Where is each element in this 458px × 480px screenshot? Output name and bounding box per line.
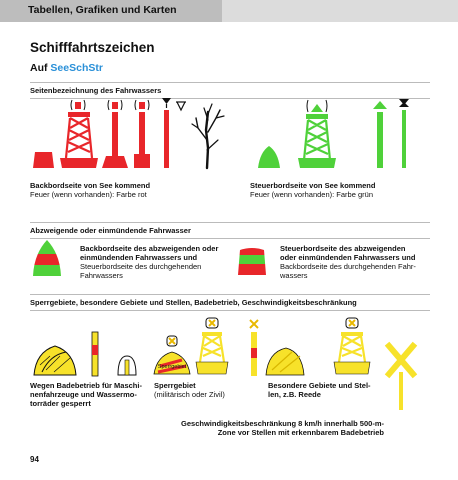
bathing-caption — [30, 381, 142, 408]
branch-right-line3: Backbordseite des durchgehenden Fahr- — [280, 262, 416, 271]
starboard-caption-title: Steuerbordseite von See kommend — [250, 181, 376, 190]
yellow-lattice-tower-1 — [196, 318, 228, 374]
branch-left-buoy — [30, 238, 64, 277]
section-restricted-heading: Sperrgebiete, besondere Gebiete und Stellen, Badebetrieb, Geschwindigkeitsbeschränkung — [30, 294, 430, 311]
section-title: Schifffahrtszeichen — [30, 40, 155, 55]
subtitle-prefix: Auf — [30, 62, 51, 74]
bathing-line3: torräder gesperrt — [30, 399, 91, 408]
bathing-ban-buoy — [34, 346, 76, 375]
branch-left-line3: Steuerbordseite des durchgehenden — [80, 262, 202, 271]
special-line2: len, z.B. Reede — [268, 390, 321, 399]
withy-broom — [192, 104, 224, 168]
page-number: 94 — [30, 455, 39, 464]
chapter-title: Tabellen, Grafiken und Karten — [28, 4, 177, 16]
green-spar-buoy — [373, 101, 387, 168]
branch-right-line2: oder einmündenden Fahrwassers und — [280, 253, 416, 262]
prohibited-caption — [154, 381, 225, 399]
speed-line1: Geschwindigkeitsbeschränkung 8 km/h innerhalb 500-m- — [181, 419, 384, 428]
branch-left-line1: Backbordseite des abzweigenden oder — [80, 244, 219, 253]
branch-left-caption — [80, 244, 218, 280]
port-caption-title: Backbordseite von See kommend — [30, 181, 151, 190]
section-branching-heading: Abzweigende oder einmündende Fahrwasser — [30, 222, 430, 239]
red-lattice-tower — [60, 100, 98, 168]
yellow-red-spar — [250, 320, 258, 376]
branch-left-line2: einmündenden Fahrwassers und — [80, 253, 198, 262]
red-stake — [162, 98, 186, 168]
section-lateral-heading: Seitenbezeichnung des Fahrwassers — [30, 82, 430, 99]
special-caption — [268, 381, 371, 399]
bathing-line2: nenfahrzeuge und Wassermo- — [30, 390, 137, 399]
branch-right-caption — [280, 244, 416, 280]
branch-right-buoy — [236, 244, 268, 276]
branch-left-line4: Fahrwassers — [80, 271, 123, 280]
starboard-caption — [250, 181, 375, 199]
prohibited-area-buoy — [154, 336, 190, 374]
special-line1: Besondere Gebiete und Stel- — [268, 381, 371, 390]
speed-caption — [160, 419, 384, 437]
port-caption — [30, 181, 150, 199]
speed-restriction-sign — [389, 346, 413, 410]
red-spar-buoy — [134, 100, 150, 168]
yellow-lattice-tower-2 — [334, 318, 370, 374]
buoy-lettering: Sperrgebiet — [157, 364, 187, 370]
green-stake — [399, 99, 409, 168]
prohibited-line1: Sperrgebiet — [154, 381, 196, 390]
port-caption-sub: Feuer (wenn vorhanden): Farbe rot — [30, 190, 147, 199]
red-can-buoy — [33, 152, 54, 168]
prohibited-line2: (militärisch oder Zivil) — [154, 390, 225, 399]
starboard-marks — [258, 99, 409, 168]
bathing-line1: Wegen Badebetrieb für Maschi- — [30, 381, 142, 390]
yellow-spar-buoy — [92, 332, 98, 376]
branch-right-line1: Steuerbordseite des abzweigenden — [280, 244, 406, 253]
yellow-special-buoy — [266, 348, 304, 375]
starboard-caption-sub: Feuer (wenn vorhanden): Farbe grün — [250, 190, 373, 199]
green-lattice-tower — [298, 100, 336, 168]
seeschstr-link[interactable]: SeeSchStr — [50, 62, 103, 74]
speed-line2: Zone vor Stellen mit erkennbarem Badebetrieb — [217, 428, 384, 437]
yellow-small-buoy — [118, 356, 136, 375]
red-pillar-buoy — [102, 100, 128, 168]
branch-right-line4: wassers — [280, 271, 308, 280]
green-cone-buoy — [258, 146, 280, 168]
port-marks — [33, 98, 224, 168]
